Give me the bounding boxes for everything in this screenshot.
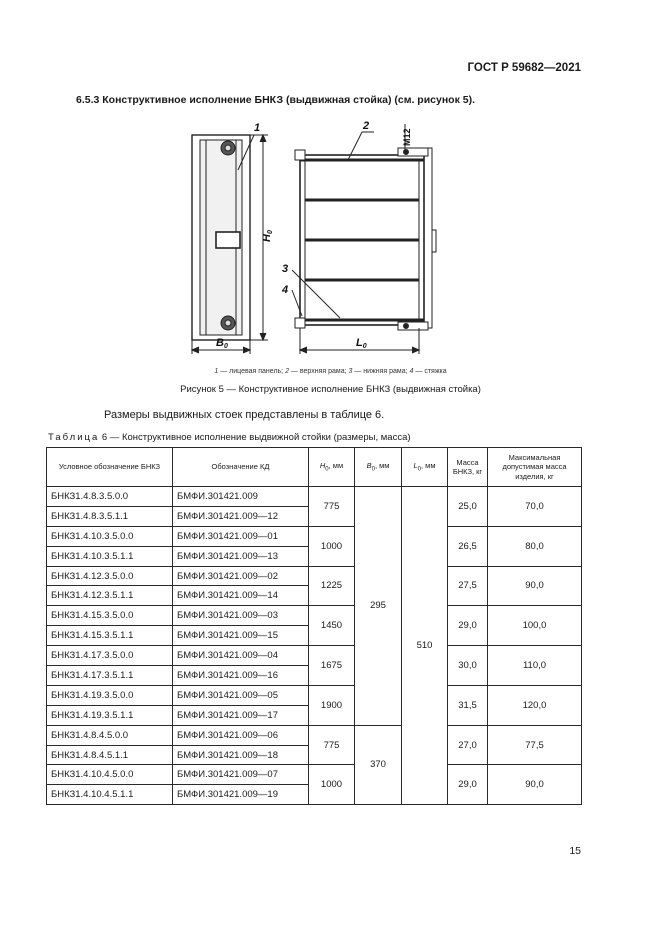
max-mass-cell: 110,0 (488, 646, 582, 686)
h0-cell: 775 (309, 725, 355, 765)
legend-text-3: — нижняя рама; (352, 368, 410, 375)
dim-h0-sub: 0 (267, 230, 274, 235)
table-row: БНКЗ1.4.10.3.5.0.0 БМФИ.301421.009—01 1000 26,5 80,0 (47, 526, 582, 546)
table-row: БНКЗ1.4.12.3.5.1.1 БМФИ.301421.009—14 (47, 586, 582, 606)
table-row: БНКЗ1.4.17.3.5.0.0 БМФИ.301421.009—04 1675 30,0 110,0 (47, 646, 582, 666)
section-title: 6.5.3 Конструктивное исполнение БНКЗ (выдвижная стойка) (см. рисунок 5). (76, 94, 476, 106)
table-row: БНКЗ1.4.10.3.5.1.1 БМФИ.301421.009—13 (47, 546, 582, 566)
table-row: БНКЗ1.4.19.3.5.0.0 БМФИ.301421.009—05 1900 31,5 120,0 (47, 685, 582, 705)
bolt-label: M12 (402, 128, 412, 146)
dim-l0-sub: 0 (362, 343, 367, 350)
intro-text: Размеры выдвижных стоек представлены в таблице 6. (104, 409, 385, 421)
legend-text-4: — стяжка (413, 368, 447, 375)
max-mass-cell: 77,5 (488, 725, 582, 765)
dim-l0: L (356, 337, 363, 349)
mass-cell: 29,0 (448, 606, 488, 646)
standard-header: ГОСТ Р 59682—2021 (467, 62, 581, 74)
legend-num-3: 3 (348, 368, 353, 375)
table-6 (46, 447, 582, 805)
header-l0: $L_0$, мм (402, 448, 448, 487)
figure-caption: Рисунок 5 — Конструктивное исполнение БНКЗ (выдвижная стойка) (180, 384, 481, 395)
header-mass: Масса БНКЗ, кг (448, 448, 488, 487)
table-row: БНКЗ1.4.15.3.5.1.1 БМФИ.301421.009—15 (47, 626, 582, 646)
mass-cell: 30,0 (448, 646, 488, 686)
table-row: БНКЗ1.4.19.3.5.1.1 БМФИ.301421.009—17 (47, 705, 582, 725)
table-row: БНКЗ1.4.15.3.5.0.0 БМФИ.301421.009—03 1450 29,0 100,0 (47, 606, 582, 626)
mass-cell: 31,5 (448, 685, 488, 725)
h0-cell: 1450 (309, 606, 355, 646)
b0-cell: 295 (355, 487, 402, 726)
max-mass-cell: 120,0 (488, 685, 582, 725)
table-caption-text: 6 — Конструктивное исполнение выдвижной стойки (размеры, масса) (99, 432, 411, 443)
mass-cell: 29,0 (448, 765, 488, 805)
max-mass-cell: 80,0 (488, 526, 582, 566)
callout-1: 1 (254, 122, 261, 134)
mass-cell: 25,0 (448, 487, 488, 527)
svg-text:L0 (356, 337, 367, 350)
table-caption-label: Таблица (48, 432, 100, 443)
header-kd: Обозначение КД (173, 448, 309, 487)
table-row: БНКЗ1.4.8.3.5.1.1 БМФИ.301421.009—12 (47, 506, 582, 526)
mass-cell: 27,5 (448, 566, 488, 606)
legend-num-4: 4 (409, 368, 414, 375)
max-mass-cell: 90,0 (488, 566, 582, 606)
legend-text-1: — лицевая панель; (218, 368, 286, 375)
table-row: БНКЗ1.4.12.3.5.0.0 БМФИ.301421.009—02 1225 27,5 90,0 (47, 566, 582, 586)
table-caption (48, 432, 411, 443)
table-row: БНКЗ1.4.8.4.5.0.0 БМФИ.301421.009—06 775 370 27,0 77,5 (47, 725, 582, 745)
table-row: БНКЗ1.4.8.3.5.0.0 БМФИ.301421.009 775 295 510 25,0 70,0 (47, 487, 582, 507)
h0-cell: 1900 (309, 685, 355, 725)
table-header-row (47, 448, 582, 487)
table-row: БНКЗ1.4.8.4.5.1.1 БМФИ.301421.009—18 (47, 745, 582, 765)
h0-cell: 775 (309, 487, 355, 527)
table-row: БНКЗ1.4.10.4.5.1.1 БМФИ.301421.009—19 (47, 785, 582, 805)
l0-cell: 510 (402, 487, 448, 805)
h0-cell: 1675 (309, 646, 355, 686)
page-number: 15 (569, 845, 581, 857)
header-b0: $B_0$, мм (355, 448, 402, 487)
callout-3: 3 (282, 263, 289, 275)
max-mass-cell: 90,0 (488, 765, 582, 805)
b0-cell: 370 (355, 725, 402, 805)
h0-cell: 1000 (309, 765, 355, 805)
max-mass-cell: 100,0 (488, 606, 582, 646)
mass-cell: 27,0 (448, 725, 488, 765)
header-max-mass: Максимальная допустимая масса изделия, кг (488, 448, 582, 487)
h0-cell: 1000 (309, 526, 355, 566)
h0-cell: 1225 (309, 566, 355, 606)
header-h0: $H_0$, мм (309, 448, 355, 487)
table-row: БНКЗ1.4.10.4.5.0.0 БМФИ.301421.009—07 1000 29,0 90,0 (47, 765, 582, 785)
dim-b0: B (216, 337, 224, 349)
legend-text-2: — верхняя рама; (288, 368, 349, 375)
max-mass-cell: 70,0 (488, 487, 582, 527)
legend-num-1: 1 (214, 368, 219, 375)
table-row: БНКЗ1.4.17.3.5.1.1 БМФИ.301421.009—16 (47, 666, 582, 686)
dim-b0-sub: 0 (223, 343, 228, 350)
svg-text:B0 (216, 337, 228, 350)
figure-legend (0, 368, 661, 375)
figure-5-drawing (150, 110, 510, 360)
header-designation: Условное обозначение БНКЗ (47, 448, 173, 487)
legend-num-2: 2 (285, 368, 289, 375)
dim-h0: H (261, 234, 273, 242)
callout-2: 2 (363, 120, 370, 132)
mass-cell: 26,5 (448, 526, 488, 566)
callout-4: 4 (282, 284, 289, 296)
